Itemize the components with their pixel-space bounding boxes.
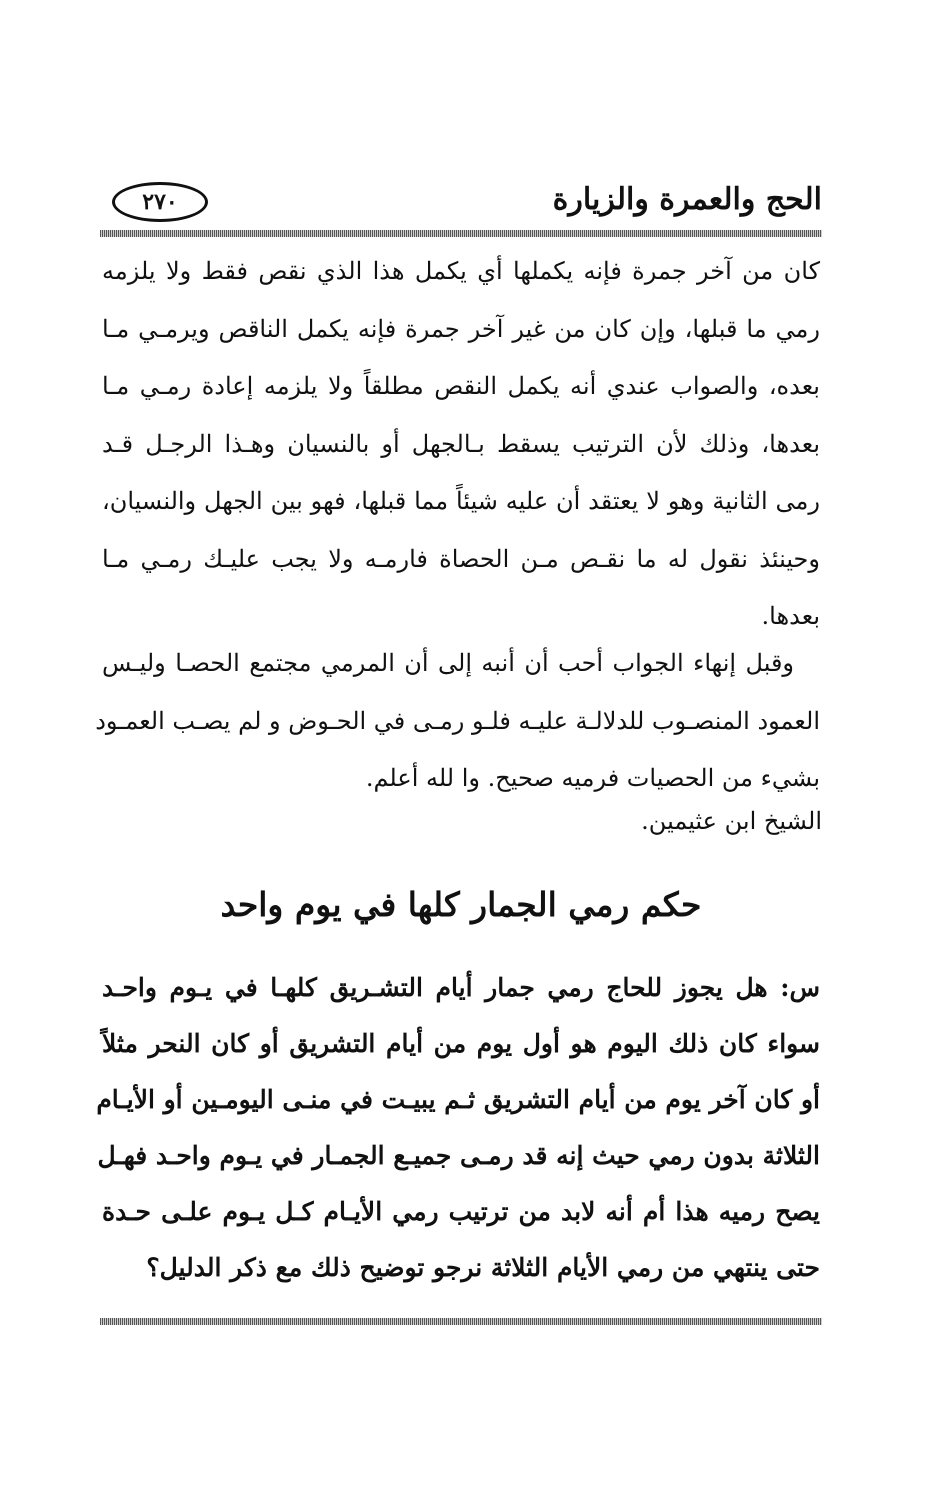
text-line: رمي ما قبلها، وإن كان من غير آخر جمرة فإنه يكمل الناقص ويرمـي مـا <box>102 314 820 343</box>
footer-rule <box>100 1318 822 1325</box>
running-title: الحج والعمرة والزيارة <box>552 182 822 217</box>
text-line: بشيء من الحصيات فرميه صحيح. وا لله أعلم. <box>365 764 820 792</box>
signature: الشيخ ابن عثيمين. <box>641 807 822 835</box>
question-paragraph <box>96 960 820 1296</box>
text-line: سواء كان ذلك اليوم هو أول يوم من أيام التشريق أو كان النحر مثلاً <box>102 1029 820 1058</box>
text-line: يصح رميه هذا أم أنه لابد من ترتيب رمي الأيـام كـل يـوم علـى حـدة <box>102 1197 820 1226</box>
text-line: وحينئذ نقول له ما نقـص مـن الحصاة فارمـه ولا يجب عليـك رمـي مـا <box>102 544 820 573</box>
answer-paragraph <box>102 243 820 646</box>
section-heading: حكم رمي الجمار كلها في يوم واحد <box>220 885 702 924</box>
text-line: الثلاثة بدون رمي حيث إنه قد رمـى جميـع الجمـار في يـوم واحـد فهـل <box>97 1141 820 1170</box>
text-line: كان من آخر جمرة فإنه يكملها أي يكمل هذا الذي نقص فقط ولا يلزمه <box>102 257 820 285</box>
text-line: بعدها، وذلك لأن الترتيب يسقط بـالجهل أو بالنسيان وهـذا الرجـل قـد <box>102 429 820 458</box>
note-paragraph <box>95 635 820 808</box>
text-line: العمود المنصـوب للدلالـة عليـه فلـو رمـى في الحـوض و لم يصـب العمـود <box>95 706 820 735</box>
text-line: أو كان آخر يوم من أيام التشريق ثـم يبيـت في منـى اليومـين أو الأيـام <box>96 1085 820 1114</box>
text-line: حتى ينتهي من رمي الأيام الثلاثة نرجو توضيح ذلك مع ذكر الدليل؟ <box>146 1253 820 1282</box>
page-number-badge: ٢٧٠ <box>112 182 208 222</box>
text-line: رمى الثانية وهو لا يعتقد أن عليه شيئاً مما قبلها، فهو بين الجهل والنسيان، <box>102 487 820 515</box>
text-line: وقبل إنهاء الجواب أحب أن أنبه إلى أن المرمي مجتمع الحصـا وليـس <box>102 649 794 677</box>
text-line: س: هل يجوز للحاج رمي جمار أيام التشـريق كلهـا في يـوم واحـد <box>102 973 820 1002</box>
header-rule <box>100 230 822 237</box>
text-line: بعده، والصواب عندي أنه يكمل النقص مطلقاً ولا يلزمه إعادة رمـي مـا <box>102 372 820 400</box>
text-line: بعدها. <box>761 602 820 630</box>
page-header <box>100 178 822 230</box>
